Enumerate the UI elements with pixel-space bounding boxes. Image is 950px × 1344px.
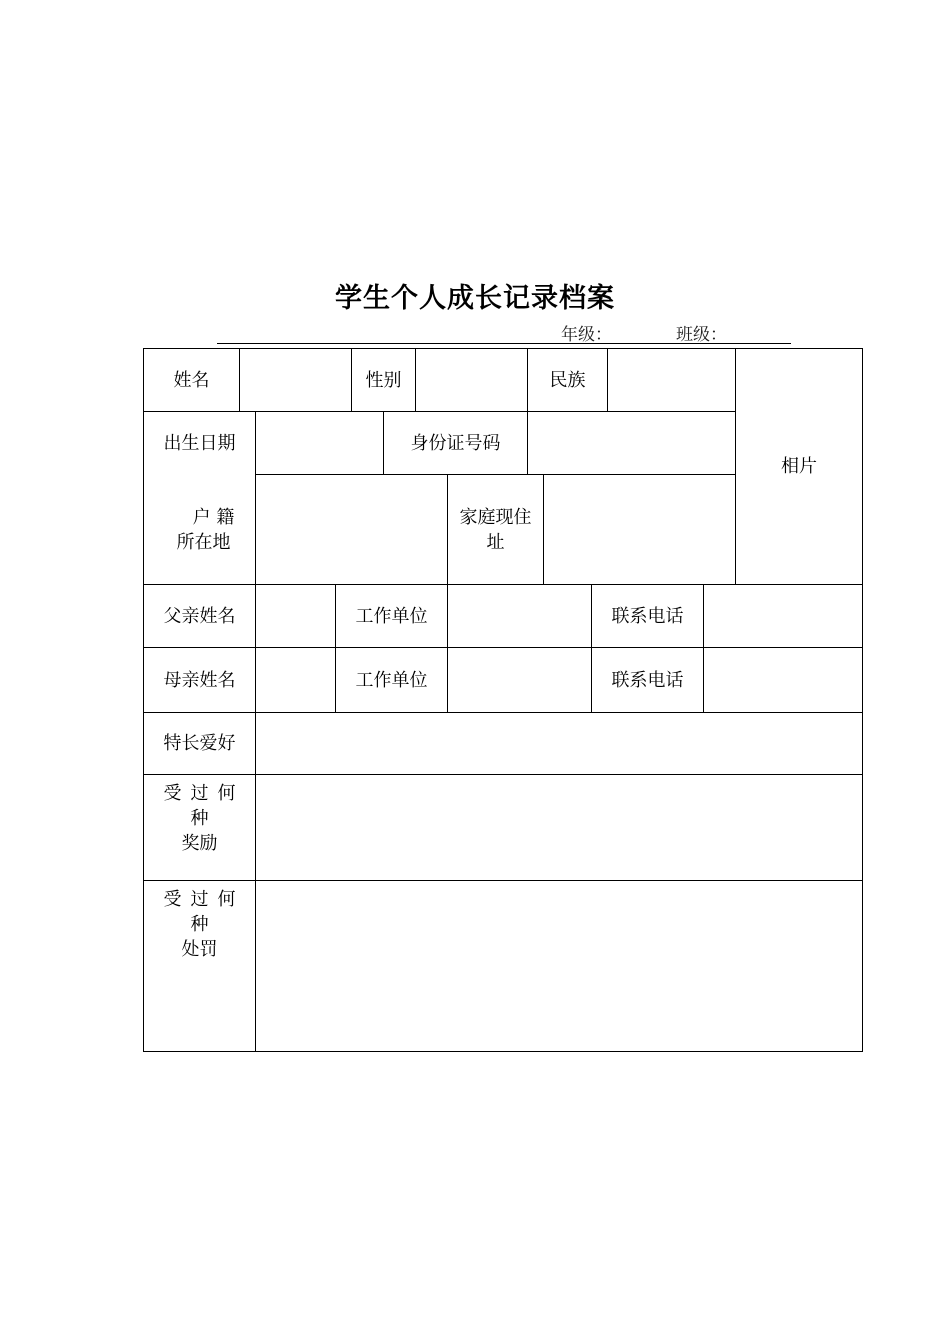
record-form-table <box>143 348 863 1052</box>
household-label-line1: 户 籍 <box>192 506 235 528</box>
gender-label: 性别 <box>365 369 402 391</box>
id-number-label: 身份证号码 <box>410 432 501 454</box>
grade-label: 年级： <box>561 325 612 345</box>
home-address-label-line1: 家庭现住 <box>459 506 532 528</box>
awards-label-line2: 奖励 <box>181 833 218 854</box>
ethnicity-label: 民族 <box>549 369 586 391</box>
birth-date-label: 出生日期 <box>163 432 236 454</box>
father-name-label: 父亲姓名 <box>163 605 236 627</box>
punishments-label <box>144 881 255 1051</box>
punishments-label-line1: 受过何种 <box>163 889 245 935</box>
father-work-unit-field[interactable] <box>448 585 591 647</box>
punishments-label-line2: 处罚 <box>181 939 218 960</box>
hobbies-label: 特长爱好 <box>163 733 236 754</box>
household-label-line2: 所在地 <box>176 531 231 553</box>
ethnicity-field[interactable] <box>608 349 735 411</box>
awards-label <box>144 775 255 880</box>
mother-phone-label: 联系电话 <box>611 669 684 691</box>
name-field[interactable] <box>240 349 351 411</box>
id-number-field[interactable] <box>528 412 735 474</box>
household-field[interactable] <box>256 475 447 584</box>
birth-date-field[interactable] <box>256 412 383 474</box>
awards-label-line1: 受过何种 <box>163 783 245 829</box>
home-address-field[interactable] <box>544 475 735 584</box>
photo-label[interactable]: 相片 <box>781 456 817 477</box>
awards-field[interactable] <box>256 775 862 880</box>
hobbies-field[interactable] <box>256 713 862 774</box>
home-address-label-line2: 址 <box>486 531 505 553</box>
punishments-field[interactable] <box>256 881 862 1051</box>
page-title: 学生个人成长记录档案 <box>335 283 615 314</box>
mother-name-label: 母亲姓名 <box>163 669 236 691</box>
class-label: 班级： <box>676 325 727 345</box>
father-phone-field[interactable] <box>704 585 862 647</box>
father-phone-label: 联系电话 <box>611 605 684 627</box>
father-name-field[interactable] <box>256 585 335 647</box>
household-label <box>144 475 255 584</box>
mother-work-unit-field[interactable] <box>448 648 591 712</box>
father-work-unit-label: 工作单位 <box>355 605 428 627</box>
home-address-label <box>448 475 543 584</box>
mother-work-unit-label: 工作单位 <box>355 669 428 691</box>
mother-name-field[interactable] <box>256 648 335 712</box>
gender-field[interactable] <box>416 349 527 411</box>
name-label: 姓名 <box>173 369 210 391</box>
mother-phone-field[interactable] <box>704 648 862 712</box>
